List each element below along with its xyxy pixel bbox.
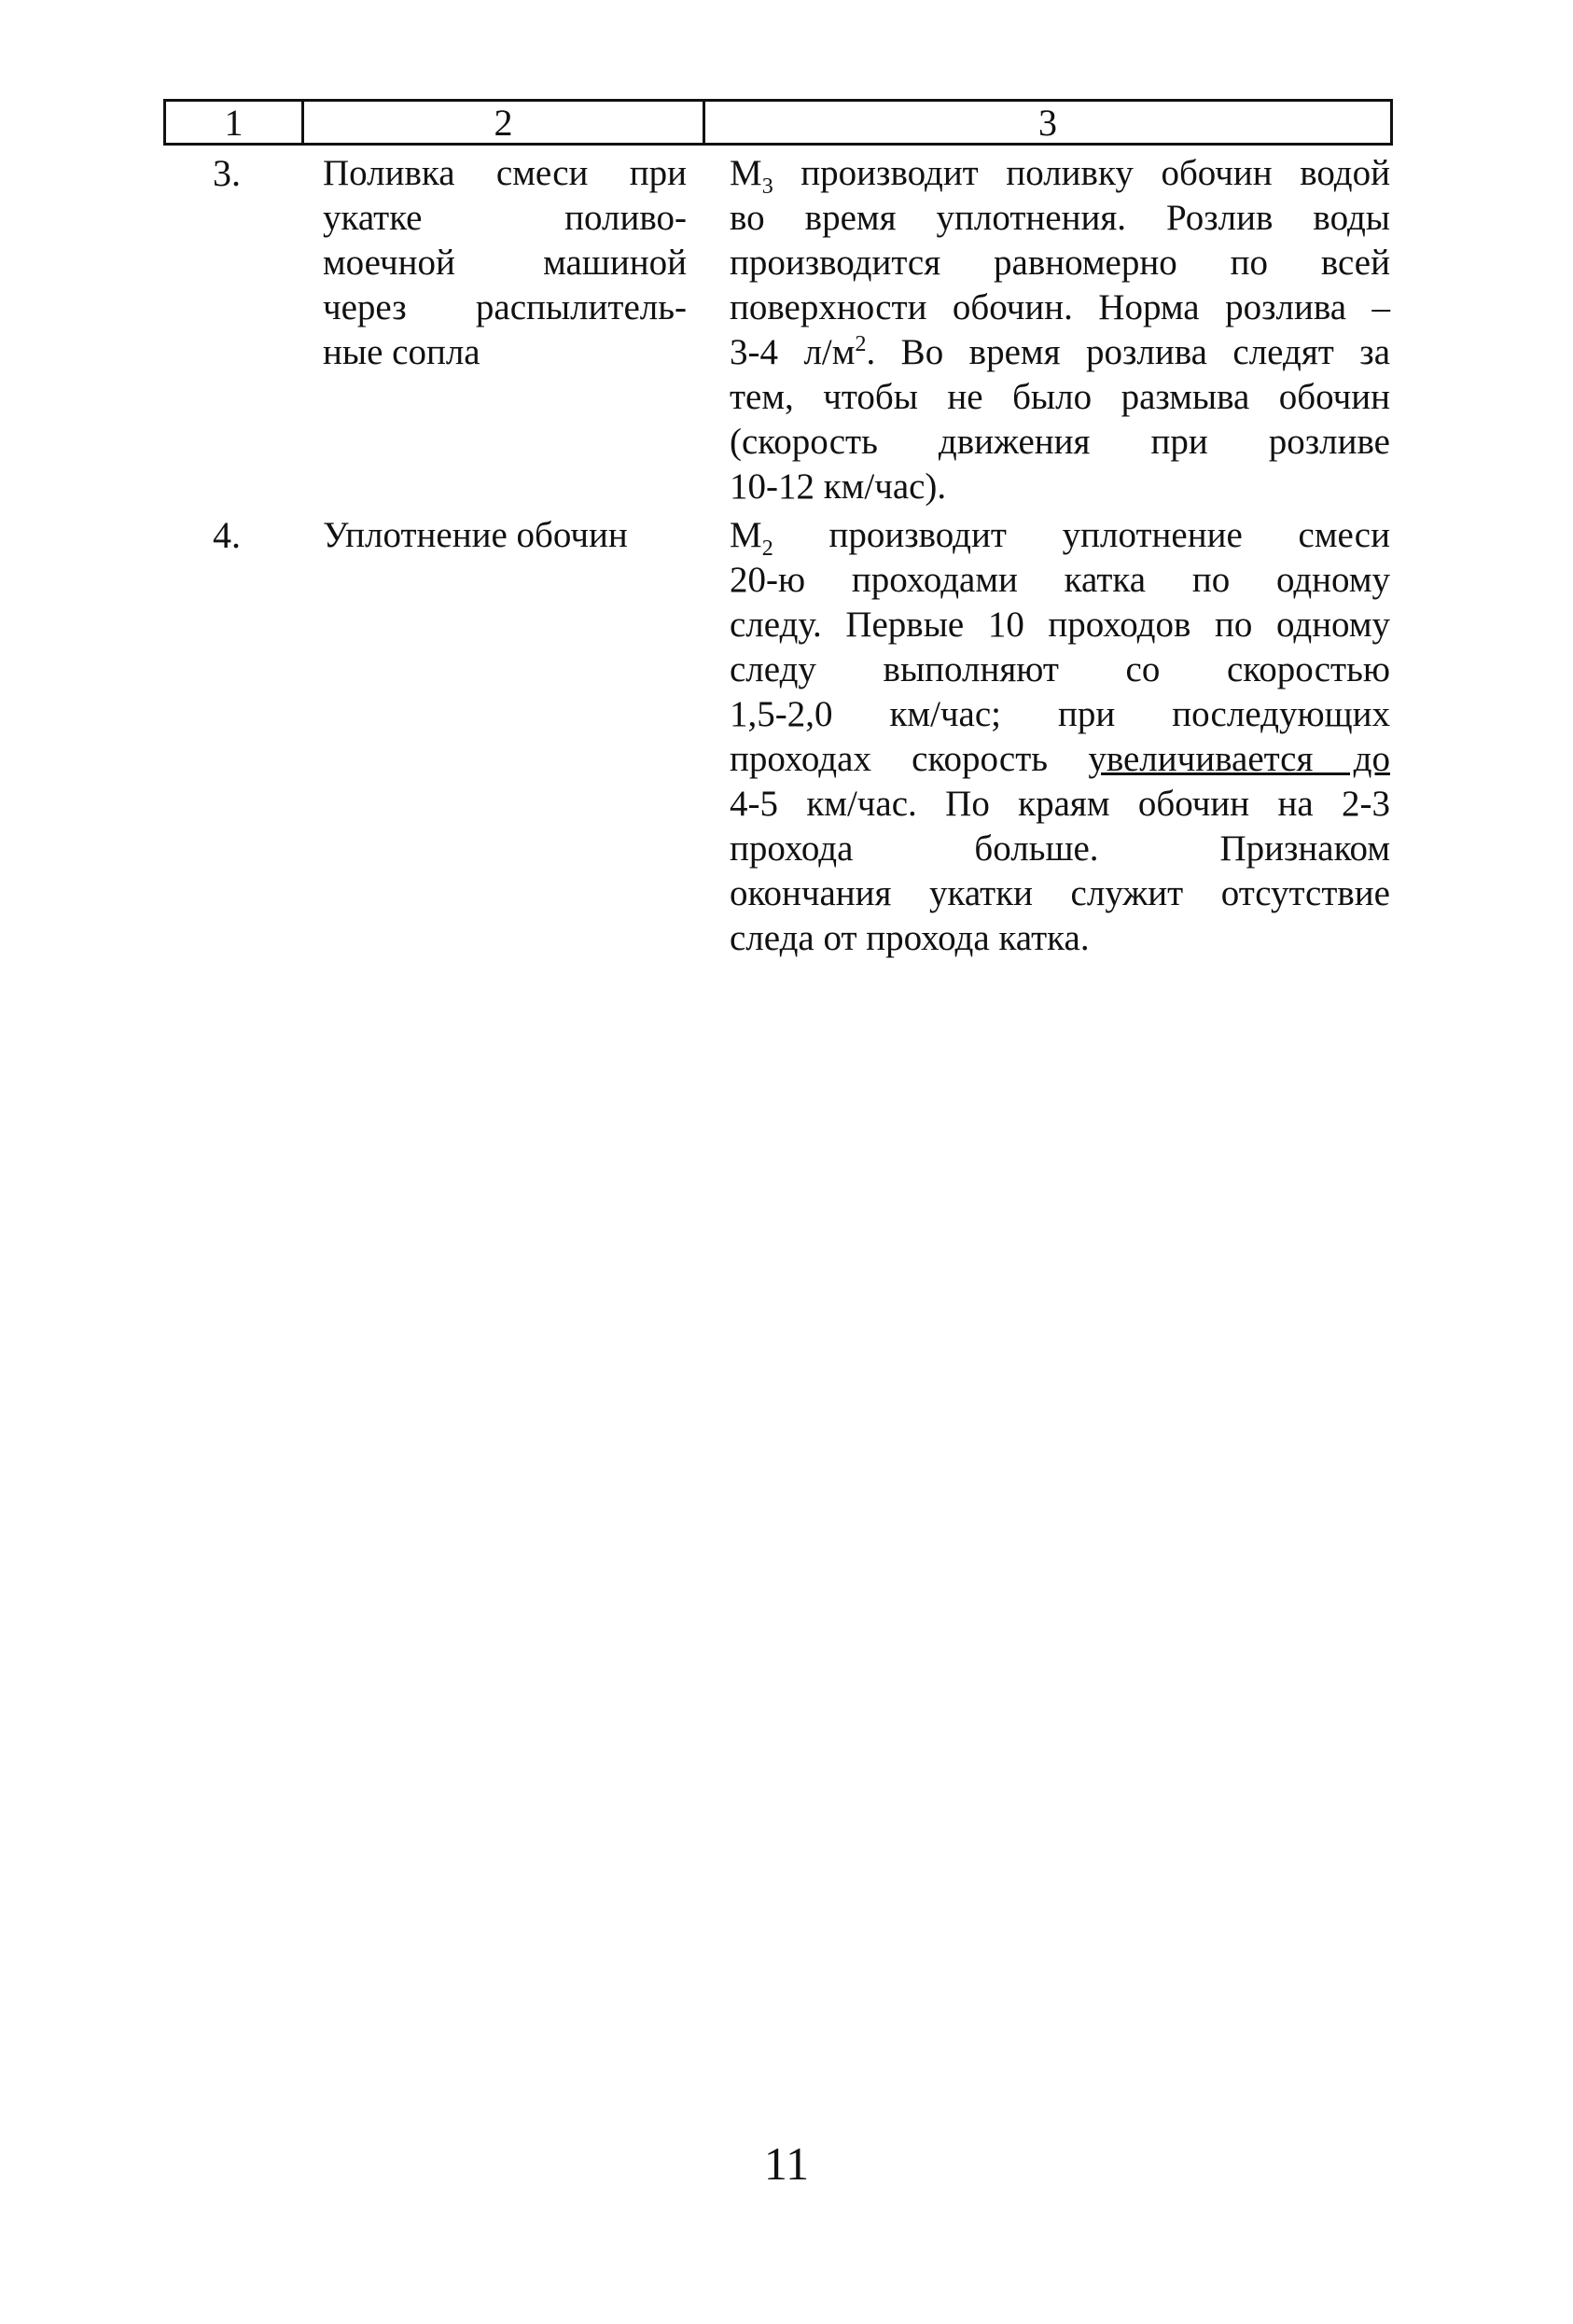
description-text: . Во время розлива следят за	[866, 332, 1390, 372]
description-line: следу выполняют со скоростью	[730, 649, 1390, 689]
operation-description	[730, 151, 1390, 509]
description-line: 4-5 км/час. По краям обочин на 2-3	[730, 784, 1390, 824]
description-line: 20-ю проходами катка по одному	[730, 560, 1390, 600]
header-cell-1: 1	[224, 102, 244, 144]
operation-name-line: через распылитель-	[323, 287, 687, 327]
operation-name	[323, 513, 687, 558]
description-line	[730, 330, 1390, 375]
machine-symbol: М	[730, 153, 762, 193]
description-text: производит поливку обочин водой	[773, 153, 1390, 193]
operation-description	[730, 513, 1390, 961]
operation-name-line: укатке поливо-	[323, 198, 687, 238]
row-number: 4.	[213, 514, 241, 556]
description-line	[730, 737, 1390, 782]
description-line: тем, чтобы не было размыва обочин	[730, 377, 1390, 417]
operation-name-line: ные сопла	[323, 332, 480, 372]
page-number: 11	[763, 2137, 810, 2190]
description-line: 1,5-2,0 км/час; при последующих	[730, 694, 1390, 734]
machine-symbol: М	[730, 515, 762, 555]
description-line: следу. Первые 10 проходов по одному	[730, 605, 1390, 645]
description-text: проходах скорость	[730, 739, 1089, 779]
header-cell-2: 2	[494, 102, 513, 144]
operation-name	[323, 151, 687, 375]
row-number: 3.	[213, 152, 241, 194]
machine-subscript: 2	[761, 536, 773, 561]
description-line: окончания укатки служит отсутствие	[730, 873, 1390, 913]
description-line: прохода больше. Признаком	[730, 828, 1390, 869]
operation-name-line: Поливка смеси при	[323, 153, 687, 193]
header-cell-3: 3	[1038, 102, 1057, 144]
description-line: во время уплотнения. Розлив воды	[730, 198, 1390, 238]
table-header-row	[163, 99, 1393, 146]
description-line	[730, 513, 1390, 561]
operation-name-line: Уплотнение обочин	[323, 515, 628, 555]
superscript: 2	[855, 332, 867, 356]
description-text: производит уплотнение смеси	[773, 515, 1390, 555]
description-line: 10-12 км/час).	[730, 466, 947, 507]
machine-subscript: 3	[761, 174, 773, 199]
description-line: (скорость движения при розливе	[730, 422, 1390, 462]
description-line	[730, 151, 1390, 199]
description-line: производится равномерно по всей	[730, 243, 1390, 283]
description-line: поверхности обочин. Норма розлива –	[730, 287, 1390, 327]
description-line: следа от прохода катка.	[730, 918, 1090, 958]
description-text: 3-4 л/м	[730, 332, 856, 372]
underlined-text: увеличивается до	[1088, 739, 1390, 779]
operation-name-line: моечной машиной	[323, 243, 687, 283]
